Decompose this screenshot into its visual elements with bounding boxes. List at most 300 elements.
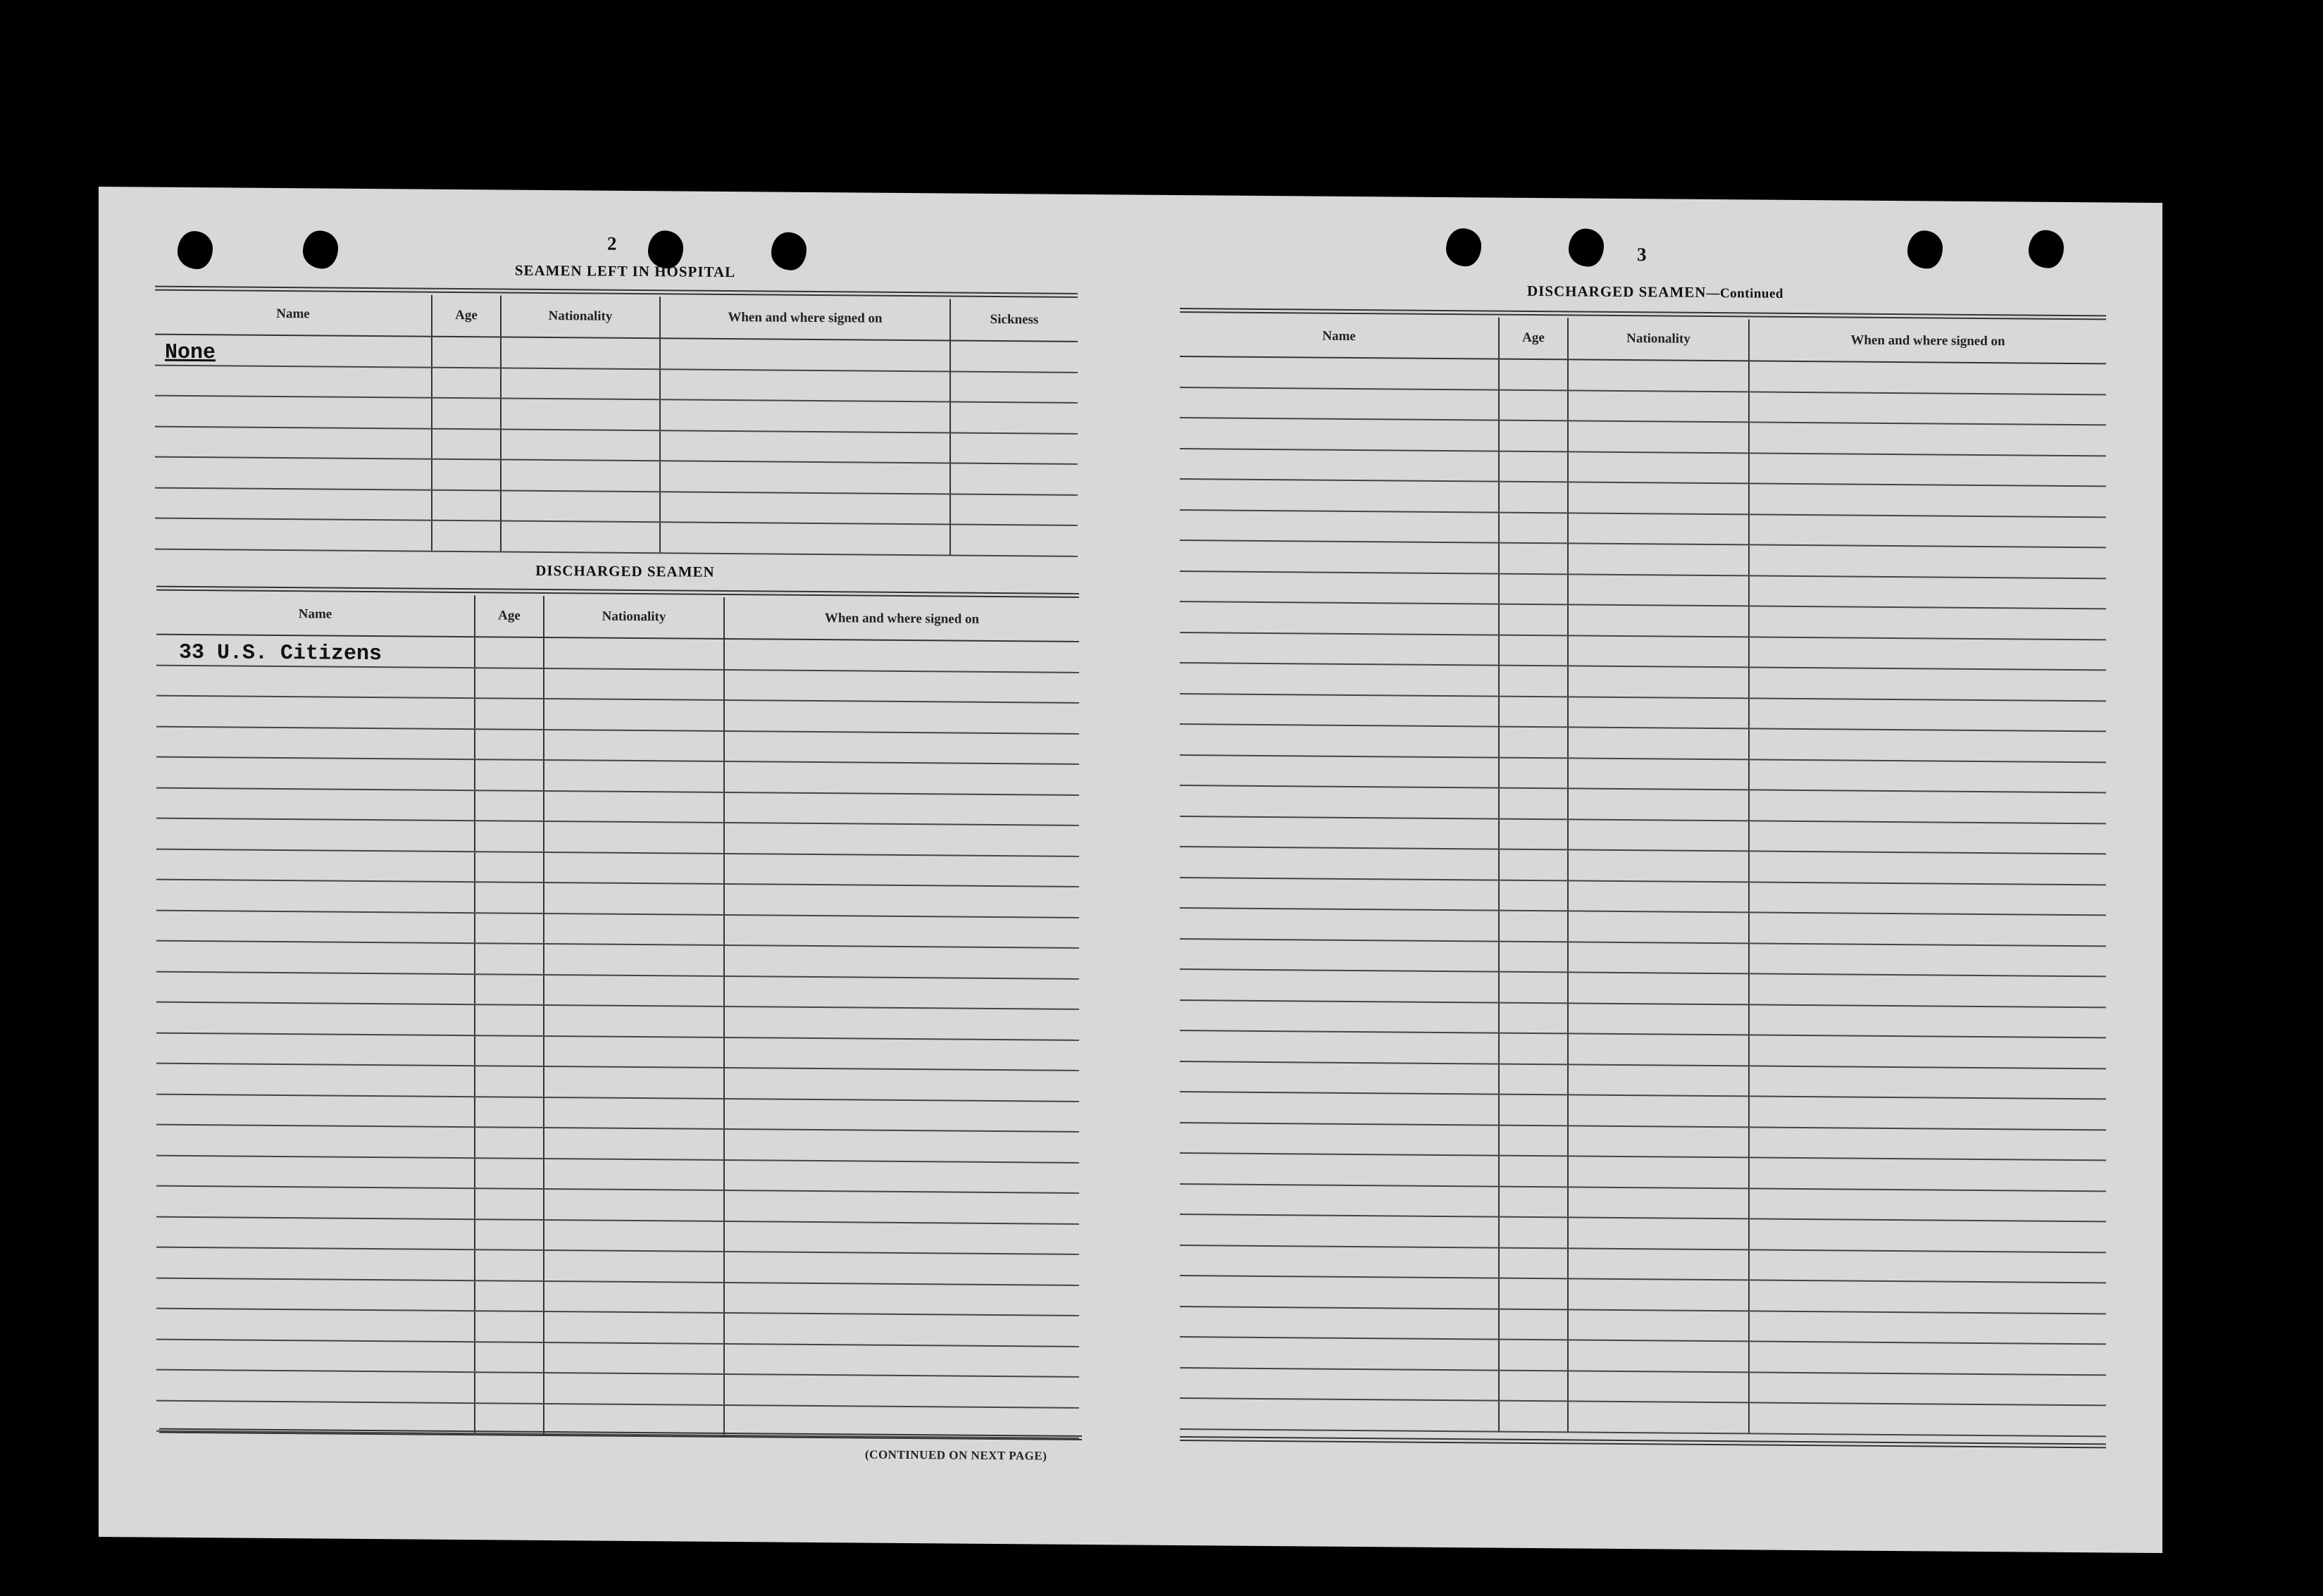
table-cell	[155, 487, 432, 520]
column-header: Nationality	[501, 295, 660, 338]
table-cell	[1180, 387, 1499, 420]
table-cell	[1568, 513, 1749, 545]
table-cell	[432, 520, 501, 551]
table-cell	[724, 853, 1079, 886]
column-header: Nationality	[1568, 318, 1749, 361]
table-cell	[1180, 479, 1499, 512]
table-cell	[1499, 849, 1568, 880]
table-cell	[1499, 1247, 1568, 1278]
table-cell	[475, 729, 544, 760]
table-cell	[475, 1372, 544, 1403]
table-cell	[544, 1342, 724, 1374]
punch-hole	[2029, 230, 2064, 268]
table-cell	[1749, 637, 2106, 670]
column-header: Age	[475, 595, 544, 637]
table-cell	[432, 398, 501, 429]
table-cell	[432, 459, 501, 490]
punch-hole	[771, 232, 806, 270]
table-cell	[1180, 1368, 1499, 1401]
table-cell	[1568, 1126, 1749, 1158]
table-cell	[475, 790, 544, 821]
table-cell	[1499, 1186, 1568, 1217]
table-cell	[1499, 972, 1568, 1003]
continued-header-row	[1180, 315, 2106, 363]
table-cell	[475, 1249, 544, 1280]
table-cell	[724, 700, 1079, 733]
table-cell	[1180, 1184, 1499, 1217]
table-cell	[1568, 972, 1749, 1004]
table-cell	[475, 1219, 544, 1250]
table-cell	[1499, 389, 1568, 420]
table-cell	[1568, 1340, 1749, 1372]
table-cell	[475, 852, 544, 883]
table-cell	[475, 1066, 544, 1097]
table-cell	[544, 1311, 724, 1344]
document-sheet	[99, 187, 2162, 1553]
table-cell	[1749, 1341, 2106, 1374]
table-cell	[1568, 1156, 1749, 1188]
table-cell	[1568, 451, 1749, 484]
table-cell	[432, 367, 501, 398]
table-cell	[475, 821, 544, 852]
table-cell	[724, 669, 1079, 702]
table-cell	[1499, 451, 1568, 482]
table-cell	[1749, 575, 2106, 609]
table-cell	[724, 1374, 1079, 1407]
table-cell	[501, 368, 660, 399]
table-cell	[724, 1098, 1079, 1131]
table-cell	[544, 1250, 724, 1283]
hospital-section-title: SEAMEN LEFT IN HOSPITAL	[514, 261, 736, 281]
table-cell	[1499, 788, 1568, 819]
table-cell	[501, 520, 660, 552]
table-cell	[475, 1280, 544, 1311]
table-cell	[1180, 755, 1499, 788]
table-cell	[1749, 1127, 2106, 1160]
table-cell	[475, 974, 544, 1005]
table-cell	[1568, 727, 1749, 759]
table-cell	[155, 396, 432, 429]
table-cell	[1749, 728, 2106, 761]
table-cell	[1499, 1309, 1568, 1340]
discharged-header-row	[156, 593, 1079, 642]
table-cell	[724, 730, 1079, 763]
punch-hole	[1446, 228, 1481, 266]
table-cell	[544, 1005, 724, 1037]
table-cell	[1180, 356, 1499, 389]
table-cell	[156, 971, 475, 1004]
table-cell	[544, 974, 724, 1006]
discharged-continued-title	[1479, 282, 1831, 302]
table-cell	[544, 699, 724, 731]
table-cell	[724, 1190, 1079, 1223]
table-cell	[475, 1403, 544, 1434]
table-cell	[1568, 1003, 1749, 1035]
table-cell	[1568, 1248, 1749, 1280]
table-cell	[475, 637, 544, 668]
table-cell	[1749, 1157, 2106, 1190]
table-cell	[544, 1128, 724, 1160]
table-cell	[1749, 483, 2106, 516]
table-cell	[544, 944, 724, 976]
table-cell	[1568, 1187, 1749, 1219]
table-cell	[1749, 1188, 2106, 1221]
table-cell	[1180, 540, 1499, 573]
table-cell	[724, 945, 1079, 978]
table-cell	[1749, 698, 2106, 731]
table-cell	[1499, 1156, 1568, 1187]
table-cell	[1568, 1095, 1749, 1127]
table-cell	[1180, 1061, 1499, 1095]
table-cell	[1749, 1066, 2106, 1099]
table-cell	[950, 371, 1078, 403]
column-header: When and where signed on	[660, 297, 950, 340]
table-cell	[724, 823, 1079, 856]
table-cell	[1499, 880, 1568, 911]
table-cell	[544, 852, 724, 884]
table-cell	[1499, 512, 1568, 543]
discharged-continued-title-suffix: —Continued	[1706, 285, 1783, 301]
table-cell	[1499, 818, 1568, 849]
table-cell	[1499, 1401, 1568, 1432]
table-cell	[660, 399, 950, 432]
table-cell	[156, 1064, 475, 1097]
table-cell	[660, 522, 950, 555]
column-header: Age	[1499, 318, 1568, 360]
table-cell	[1568, 390, 1749, 423]
table-cell	[1180, 632, 1499, 666]
table-cell	[156, 757, 475, 790]
table-cell	[432, 337, 501, 368]
table-cell	[1749, 1035, 2106, 1068]
table-cell	[724, 1282, 1079, 1315]
table-cell	[1499, 543, 1568, 574]
table-cell	[1180, 1123, 1499, 1156]
column-header: Name	[1180, 315, 1499, 359]
discharged-body	[156, 635, 1079, 1438]
table-cell	[1568, 911, 1749, 943]
table-cell	[724, 884, 1079, 917]
table-cell	[660, 461, 950, 494]
table-cell	[1180, 816, 1499, 849]
table-cell	[1568, 574, 1749, 606]
table-cell	[724, 761, 1079, 794]
table-cell	[660, 369, 950, 402]
table-cell	[660, 430, 950, 463]
table-cell	[544, 1219, 724, 1252]
table-cell	[544, 1403, 724, 1435]
table-cell	[1568, 1371, 1749, 1403]
table-cell	[432, 428, 501, 459]
continued-table	[1180, 315, 2106, 1437]
hospital-table	[155, 293, 1078, 557]
table-cell	[544, 637, 724, 670]
table-cell	[1568, 604, 1749, 637]
table-cell	[1568, 880, 1749, 913]
table-cell	[1499, 911, 1568, 942]
table-cell	[1499, 941, 1568, 972]
table-cell	[155, 457, 432, 490]
table-cell	[475, 1097, 544, 1128]
table-cell	[544, 1035, 724, 1068]
table-cell	[432, 490, 501, 520]
table-cell	[1568, 666, 1749, 698]
table-cell	[1568, 942, 1749, 974]
page-number-right: 3	[1637, 244, 1647, 266]
table-cell	[544, 821, 724, 854]
table-cell	[544, 729, 724, 761]
table-cell	[1568, 359, 1749, 392]
table-cell	[1568, 1217, 1749, 1249]
table-cell	[1499, 573, 1568, 604]
table-cell	[1749, 1218, 2106, 1252]
table-cell	[1749, 1372, 2106, 1405]
table-cell	[724, 1129, 1079, 1162]
table-cell	[1568, 1401, 1749, 1433]
table-cell	[1180, 1153, 1499, 1186]
table-cell	[1499, 1002, 1568, 1033]
table-cell	[1180, 908, 1499, 941]
table-cell	[544, 1158, 724, 1190]
table-cell	[475, 1311, 544, 1342]
table-cell	[1568, 420, 1749, 453]
table-cell	[1749, 943, 2106, 976]
table-cell	[475, 759, 544, 790]
table-cell	[660, 338, 950, 371]
table-cell	[1180, 601, 1499, 635]
table-cell	[156, 1155, 475, 1188]
table-cell	[1499, 1278, 1568, 1309]
table-cell	[1180, 1245, 1499, 1278]
table-cell	[156, 1309, 475, 1342]
table-cell	[1568, 1064, 1749, 1097]
table-cell	[1568, 1309, 1749, 1342]
table-cell	[1749, 1249, 2106, 1283]
column-header: Name	[155, 293, 432, 337]
table-cell	[1749, 1096, 2106, 1129]
table-cell	[1749, 1280, 2106, 1313]
continued-body	[1180, 356, 2106, 1436]
table-cell	[1499, 635, 1568, 666]
table-cell	[1568, 1033, 1749, 1066]
table-cell	[1749, 973, 2106, 1006]
table-cell	[1749, 606, 2106, 639]
table-cell	[1180, 418, 1499, 451]
table-cell	[156, 849, 475, 882]
table-cell	[724, 1006, 1079, 1040]
table-row	[1180, 1398, 2106, 1436]
table-cell	[1180, 663, 1499, 696]
table-cell	[1180, 449, 1499, 482]
table-cell	[475, 668, 544, 699]
discharged-continued-title-main: DISCHARGED SEAMEN	[1527, 282, 1707, 301]
table-cell	[724, 914, 1079, 947]
table-cell	[544, 1097, 724, 1129]
table-cell	[1749, 514, 2106, 547]
table-cell	[501, 490, 660, 522]
table-cell	[1499, 604, 1568, 635]
table-cell	[1180, 1092, 1499, 1125]
table-row	[155, 518, 1078, 556]
discharged-table	[156, 593, 1079, 1439]
table-cell	[544, 1189, 724, 1221]
table-cell	[1749, 1004, 2106, 1037]
table-cell	[950, 524, 1078, 556]
table-cell	[155, 518, 432, 551]
table-cell	[1499, 1340, 1568, 1371]
table-cell	[1749, 361, 2106, 394]
table-cell	[156, 941, 475, 974]
table-cell	[475, 1188, 544, 1219]
table-cell	[475, 943, 544, 974]
table-cell	[1180, 878, 1499, 911]
table-cell	[1749, 821, 2106, 854]
table-cell	[1180, 1307, 1499, 1340]
table-cell	[1499, 420, 1568, 451]
table-cell	[156, 1186, 475, 1219]
table-cell	[1749, 422, 2106, 455]
column-header: Nationality	[544, 596, 724, 639]
table-cell	[1568, 1278, 1749, 1311]
hospital-body	[155, 335, 1078, 556]
table-cell	[660, 492, 950, 525]
continued-footer: (CONTINUED ON NEXT PAGE)	[865, 1447, 1047, 1463]
table-cell	[724, 1221, 1079, 1254]
punch-hole	[303, 230, 338, 268]
table-cell	[1499, 482, 1568, 513]
table-cell	[1568, 543, 1749, 575]
table-cell	[156, 1094, 475, 1127]
table-cell	[156, 696, 475, 729]
table-cell	[1499, 1217, 1568, 1248]
table-cell	[156, 1002, 475, 1035]
table-cell	[1568, 482, 1749, 514]
table-cell	[724, 1037, 1079, 1070]
table-cell	[950, 432, 1078, 464]
table-cell	[1180, 571, 1499, 604]
table-cell	[544, 883, 724, 915]
table-cell	[156, 1125, 475, 1158]
table-cell	[475, 698, 544, 729]
table-cell	[501, 398, 660, 430]
table-cell	[1499, 757, 1568, 788]
table-cell	[1749, 851, 2106, 884]
table-cell	[1749, 1311, 2106, 1344]
table-cell	[544, 668, 724, 700]
table-cell	[724, 792, 1079, 825]
column-header: When and where signed on	[1749, 319, 2106, 363]
table-cell	[1180, 939, 1499, 972]
table-cell	[1568, 819, 1749, 852]
table-cell	[1499, 1033, 1568, 1064]
table-cell	[501, 459, 660, 491]
table-cell	[156, 1033, 475, 1066]
page-number-left: 2	[607, 232, 617, 254]
table-cell	[1749, 912, 2106, 945]
table-cell	[156, 1278, 475, 1311]
table-cell	[1180, 694, 1499, 727]
table-cell	[1749, 882, 2106, 915]
table-cell	[1568, 635, 1749, 668]
table-cell	[1499, 696, 1568, 727]
table-cell	[1180, 847, 1499, 880]
table-cell	[501, 337, 660, 368]
table-cell	[475, 1004, 544, 1035]
table-cell	[156, 910, 475, 943]
table-cell	[1749, 544, 2106, 578]
table-cell	[1180, 1030, 1499, 1064]
table-cell	[156, 880, 475, 913]
table-cell	[950, 340, 1078, 372]
table-cell	[1749, 790, 2106, 823]
table-cell	[1749, 392, 2106, 425]
table-cell	[156, 1247, 475, 1280]
table-cell	[544, 1280, 724, 1313]
table-cell	[475, 1127, 544, 1158]
table-cell	[155, 365, 432, 398]
table-cell	[1499, 359, 1568, 390]
table-cell	[544, 1373, 724, 1405]
table-cell	[950, 463, 1078, 494]
table-cell	[724, 1313, 1079, 1346]
table-cell	[1180, 724, 1499, 757]
table-cell	[156, 818, 475, 852]
table-cell	[1749, 453, 2106, 486]
punch-hole	[1569, 228, 1604, 266]
table-cell	[544, 760, 724, 792]
table-cell	[724, 1343, 1079, 1376]
table-cell	[1180, 1337, 1499, 1370]
table-cell	[156, 726, 475, 759]
hospital-header-row	[155, 293, 1078, 342]
table-cell	[1180, 1398, 1499, 1431]
table-cell	[950, 401, 1078, 433]
handwritten-entry: 33 U.S. Citizens	[156, 635, 475, 668]
table-cell	[724, 639, 1079, 672]
punch-hole	[178, 231, 213, 269]
table-cell	[724, 975, 1079, 1009]
right-bottom-rule	[1180, 1436, 2106, 1448]
table-cell	[1499, 1370, 1568, 1401]
table-cell	[950, 494, 1078, 525]
column-header: Age	[432, 295, 501, 337]
table-cell	[1568, 697, 1749, 729]
table-cell	[475, 913, 544, 944]
table-cell	[1499, 1064, 1568, 1095]
table-cell	[544, 913, 724, 945]
table-cell	[544, 1066, 724, 1099]
table-cell	[1499, 727, 1568, 758]
table-cell	[475, 882, 544, 913]
table-cell	[501, 429, 660, 461]
discharged-section-title: DISCHARGED SEAMEN	[535, 561, 715, 580]
table-cell	[724, 1159, 1079, 1192]
table-cell	[1749, 667, 2106, 700]
table-cell	[475, 1035, 544, 1066]
table-cell	[1568, 788, 1749, 821]
column-header: Name	[156, 593, 475, 637]
column-header: Sickness	[950, 299, 1078, 341]
table-cell	[1568, 758, 1749, 790]
table-cell	[156, 1216, 475, 1249]
table-cell	[1749, 759, 2106, 792]
table-cell	[156, 1339, 475, 1372]
handwritten-entry: None	[155, 335, 432, 368]
table-cell	[156, 1370, 475, 1403]
table-cell	[724, 1068, 1079, 1101]
punch-hole	[1907, 230, 1943, 268]
table-cell	[1180, 785, 1499, 818]
